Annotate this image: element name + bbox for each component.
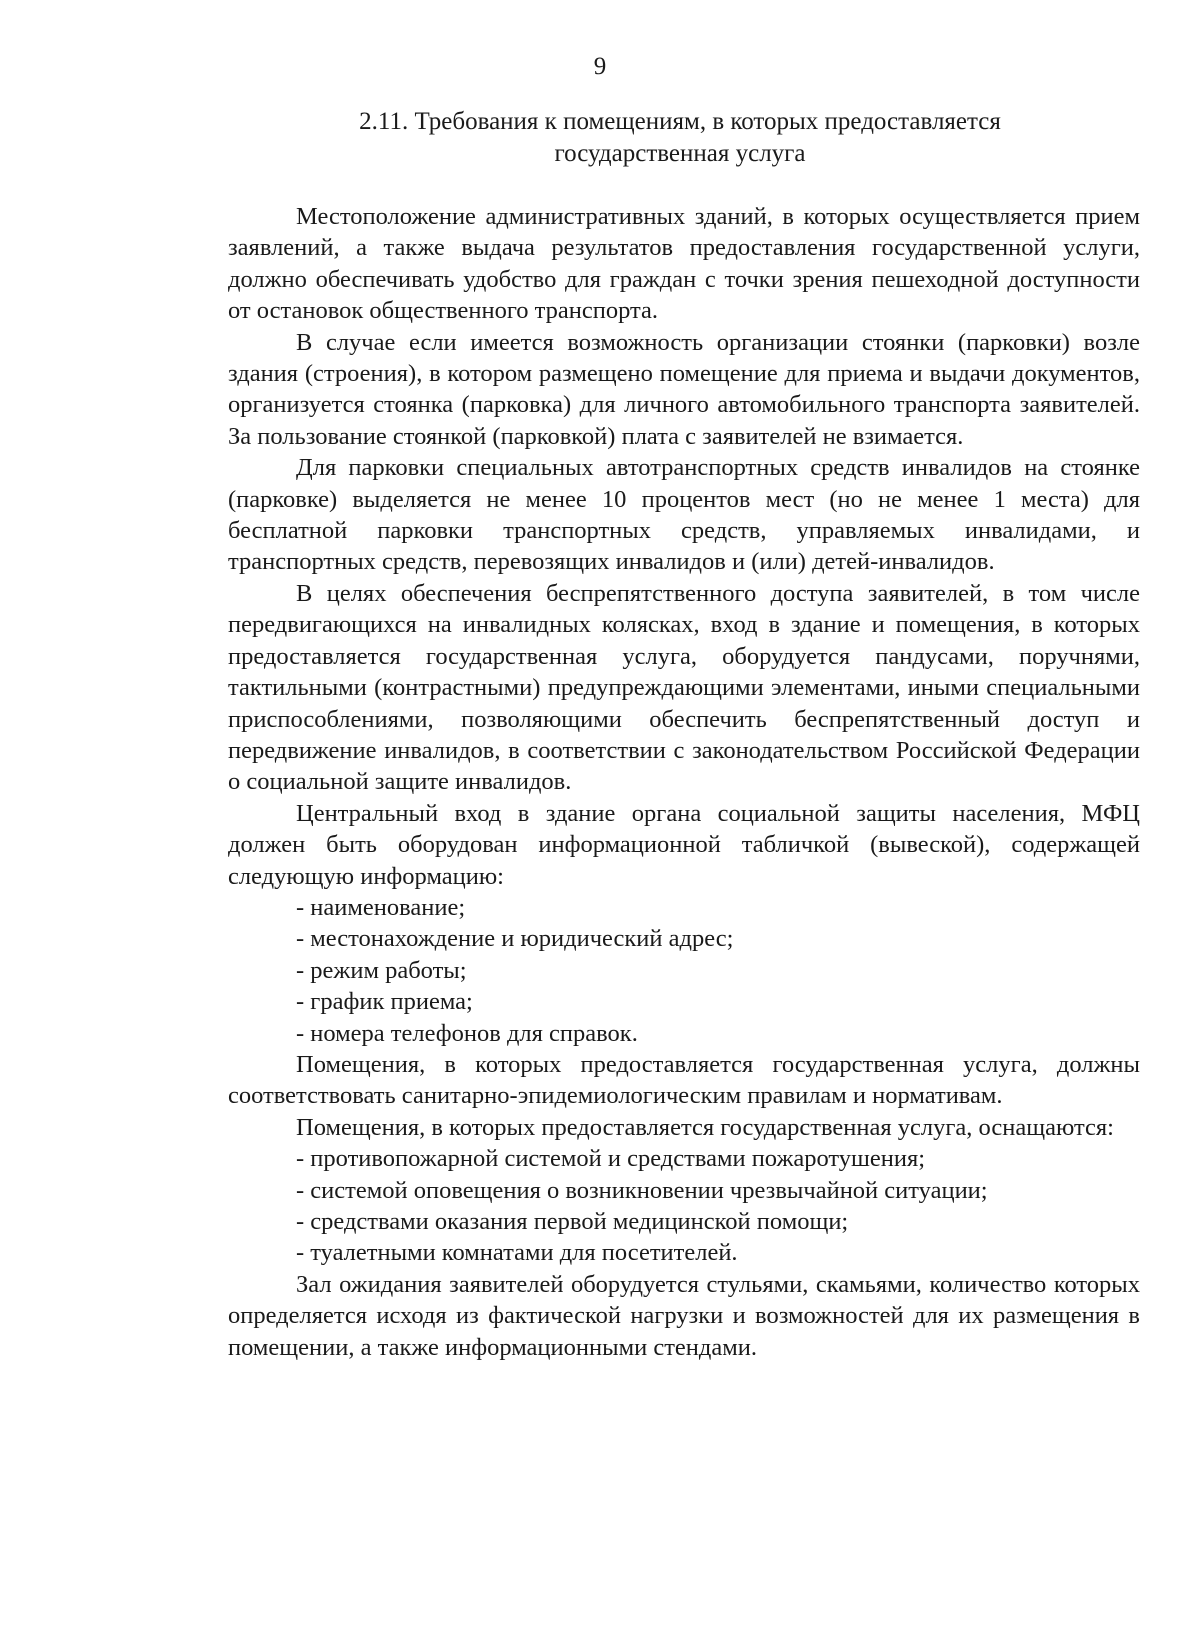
section-title-line-2: государственная услуга (554, 140, 806, 167)
list-item-sign-work-hours: - режим работы; (296, 956, 467, 984)
list-item-sign-name: - наименование; (296, 893, 466, 921)
list-item-sign-address: - местонахождение и юридический адрес; (296, 925, 734, 953)
list-item-sign-reception-schedule: - график приема; (296, 988, 473, 1016)
section-title-line-1: 2.11. Требования к помещениям, в которых предоставляется (359, 108, 1001, 135)
page-number: 9 (593, 53, 607, 80)
list-item-fire-system: - противопожарной системой и средствами пожаротушения; (296, 1145, 926, 1173)
paragraph-waiting-hall: Зал ожидания заявителей оборудуется стульями, скамьями, количество которых определяется исходя из фактической нагрузки и возможностей для их размещения в помещении, а также информационными стендами. (228, 1270, 1140, 1361)
list-item-first-aid: - средствами оказания первой медицинской помощи; (296, 1208, 849, 1235)
paragraph-sanitary: Помещения, в которых предоставляется государственная услуга, должны соответствовать санитарно-эпидемиологическим правилам и нормативам. (228, 1050, 1140, 1110)
paragraph-disabled-parking: Для парковки специальных автотранспортных средств инвалидов на стоянке (парковке) выделяется не менее 10 процентов мест (но не менее 1 места) для бесплатной парковки транспортных средств, управляемых инвалидами, и транспортных средств, перевозящих инвалидов и (или) детей-инвалидов. (228, 454, 1140, 576)
list-item-sign-phones: - номера телефонов для справок. (296, 1019, 638, 1047)
document-body (228, 201, 1140, 1363)
paragraph-location: Местоположение административных зданий, в которых осуществляется прием заявлений, а также выдача результатов предоставления государственной услуги, должно обеспечивать удобство для граждан с точки зрения пешеходной доступности от остановок общественного транспорта. (228, 203, 1140, 325)
section-title (230, 106, 1130, 170)
list-item-toilets: - туалетными комнатами для посетителей. (296, 1239, 738, 1267)
paragraph-parking: В случае если имеется возможность организации стоянки (парковки) возле здания (строения), в котором размещено помещение для приема и выдачи документов, организуется стоянка (парковка) для личного автомобильного транспорта заявителей. За пользование стоянкой (парковкой) плата с заявителей не взимается. (228, 328, 1140, 450)
paragraph-entrance-sign: Центральный вход в здание органа социальной защиты населения, МФЦ должен быть оборудован информационной табличкой (вывеской), содержащей следующую информацию: (228, 799, 1140, 890)
paragraph-accessibility: В целях обеспечения беспрепятственного доступа заявителей, в том числе передвигающихся на инвалидных колясках, вход в здание и помещения, в которых предоставляется государственная услуга, оборудуется пандусами, поручнями, тактильными (контрастными) предупреждающими элементами, иными специальными приспособлениями, позволяющими обеспечить беспрепятственный доступ и передвижение инвалидов, в соответствии с законодательством Российской Федерации о социальной защите инвалидов. (228, 579, 1140, 796)
paragraph-equipment: Помещения, в которых предоставляется государственная услуга, оснащаются: (296, 1113, 1114, 1141)
list-item-emergency-alert: - системой оповещения о возникновении чрезвычайной ситуации; (296, 1176, 988, 1204)
